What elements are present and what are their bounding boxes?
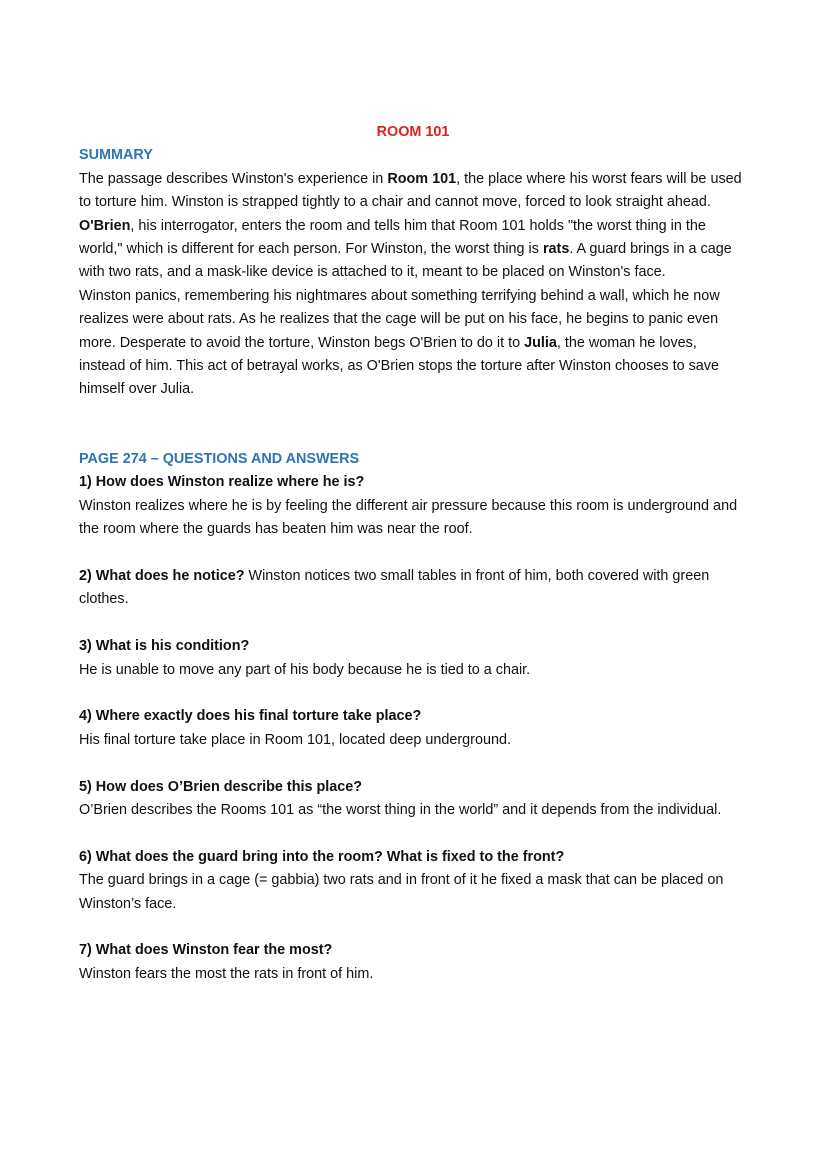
summary-p1-text-1: The passage describes Winston's experience in xyxy=(79,170,388,187)
qa-answer-3: He is unable to move any part of his body because he is tied to a chair. xyxy=(79,661,531,678)
qa-answer-1: Winston realizes where he is by feeling the different air pressure because this room is underground and the room where the guards has beaten him was near the roof. xyxy=(79,497,738,538)
qa-answer-7: Winston fears the most the rats in front of him. xyxy=(79,965,374,982)
document-page xyxy=(79,121,747,986)
qa-spacer xyxy=(79,752,747,775)
summary-p1-bold-room: Room 101 xyxy=(387,170,457,187)
summary-p2-bold-julia: Julia xyxy=(524,334,557,351)
qa-question-6: 6) What does the guard bring into the room? What is fixed to the front? xyxy=(79,848,565,865)
qa-question-5: 5) How does O’Brien describe this place? xyxy=(79,778,363,795)
qa-item-2 xyxy=(79,565,747,612)
qa-answer-2: Winston notices two small tables in front of him, both covered with green clothes. xyxy=(79,567,710,608)
document-title: ROOM 101 xyxy=(376,124,450,140)
qa-question-3: 3) What is his condition? xyxy=(79,638,250,655)
qa-spacer xyxy=(79,542,747,565)
summary-p1-bold-obrien: O'Brien xyxy=(79,217,131,234)
section-spacer xyxy=(79,402,747,448)
qa-question-1: 1) How does Winston realize where he is? xyxy=(79,474,365,491)
qa-spacer xyxy=(79,682,747,705)
summary-p1-bold-rats: rats xyxy=(542,241,570,258)
qa-spacer xyxy=(79,916,747,939)
summary-p2-text-1: Winston panics, remembering his nightmares about something terrifying behind a wall, which he now realizes were about rats. As he realizes that the cage will be put on his face, he begins to panic even more. Desperate to avoid the torture, Winston begs O'Brien to do it to xyxy=(79,287,720,351)
qa-heading: PAGE 274 – QUESTIONS AND ANSWERS xyxy=(79,450,360,467)
qa-answer-4: His final torture take place in Room 101, located deep underground. xyxy=(79,731,511,748)
summary-p2-text-2: , the woman he loves, instead of him. This act of betrayal works, as O'Brien stops the torture after Winston chooses to save himself over Julia. xyxy=(79,334,719,398)
summary-p1-text-2: , the place where his worst fears will be used to torture him. Winston is strapped tightly to a chair and cannot move, forced to look straight ahead. xyxy=(79,170,742,211)
qa-question-4: 4) Where exactly does his final torture take place? xyxy=(79,708,422,725)
summary-p1-text-4: . A guard brings in a cage with two rats, and a mask-like device is attached to it, meant to be placed on Winston's face. xyxy=(79,241,732,281)
qa-spacer xyxy=(79,822,747,845)
qa-question-7: 7) What does Winston fear the most? xyxy=(79,942,333,959)
qa-answer-6: The guard brings in a cage (= gabbia) two rats and in front of it he fixed a mask that can be placed on Winston’s face. xyxy=(79,872,724,912)
qa-spacer xyxy=(79,612,747,635)
summary-heading: SUMMARY xyxy=(79,147,153,164)
summary-paragraph-1 xyxy=(79,168,747,285)
summary-paragraph-2 xyxy=(79,285,747,402)
qa-question-2: 2) What does he notice? xyxy=(79,567,245,584)
summary-p1-text-3: , his interrogator, enters the room and tells him that Room 101 holds "the worst thing in the world," which is different for each person. For Winston, the worst thing is xyxy=(79,217,706,258)
qa-answer-5: O’Brien describes the Rooms 101 as “the worst thing in the world” and it depends from the individual. xyxy=(79,801,722,818)
